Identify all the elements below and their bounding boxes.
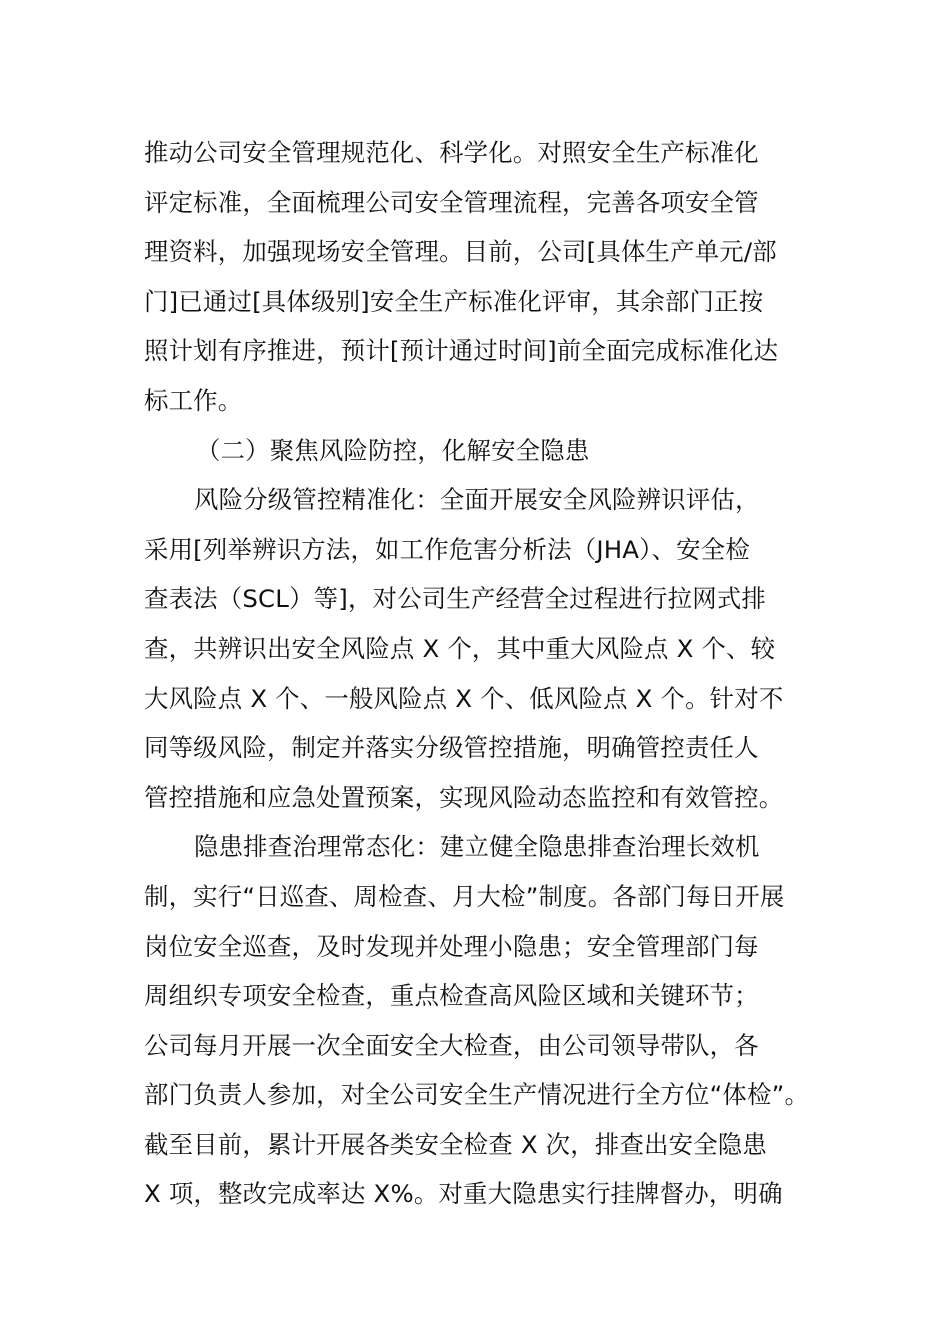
- text-line: 采用[列举辨识方法，如工作危害分析法（JHA）、安全检: [144, 534, 750, 564]
- text-line: 部门负责人参加，对全公司安全生产情况进行全方位“体检”。: [144, 1080, 810, 1110]
- text-line: 周组织专项安全检查，重点检查高风险区域和关键环节；: [144, 981, 759, 1011]
- paragraph-standardization: [144, 128, 834, 426]
- text-line: 门]已通过[具体级别]安全生产标准化评审，其余部门正按: [144, 286, 764, 316]
- text-line: 截至目前，累计开展各类安全检查 X 次，排查出安全隐患: [144, 1129, 767, 1159]
- document-body: [144, 128, 834, 1219]
- text-line: 隐患排查治理常态化：建立健全隐患排查治理长效机: [194, 832, 760, 862]
- text-line: 大风险点 X 个、一般风险点 X 个、低风险点 X 个。针对不: [144, 683, 784, 713]
- text-line: 风险分级管控精准化：全面开展安全风险辨识评估，: [194, 485, 760, 515]
- text-line: 推动公司安全管理规范化、科学化。对照安全生产标准化: [144, 138, 759, 167]
- text-line: 查表法（SCL）等]，对公司生产经营全过程进行拉网式排: [144, 584, 767, 614]
- text-line: 照计划有序推进，预计[预计通过时间]前全面完成标准化达: [144, 336, 779, 366]
- paragraph-hazard-inspection: [144, 822, 834, 1219]
- text-line: 制，实行“日巡查、周检查、月大检”制度。各部门每日开展: [144, 881, 785, 911]
- text-line: 岗位安全巡查，及时发现并处理小隐患；安全管理部门每: [144, 931, 759, 961]
- text-line: 管控措施和应急处置预案，实现风险动态监控和有效管控。: [144, 782, 784, 812]
- text-line: 同等级风险，制定并落实分级管控措施，明确管控责任人: [144, 733, 759, 763]
- text-line: 公司每月开展一次全面安全大检查，由公司领导带队，各: [144, 1030, 759, 1060]
- section-heading: （二）聚焦风险防控，化解安全隐患: [196, 435, 590, 465]
- paragraph-risk-control: [144, 475, 834, 822]
- text-line: 标工作。: [144, 385, 243, 415]
- text-line: X 项，整改完成率达 X%。对重大隐患实行挂牌督办，明确: [144, 1179, 783, 1209]
- text-line: 查，共辨识出安全风险点 X 个，其中重大风险点 X 个、较: [144, 633, 776, 663]
- text-line: 评定标准，全面梳理公司安全管理流程，完善各项安全管: [144, 187, 759, 217]
- text-line: 理资料，加强现场安全管理。目前，公司[具体生产单元/部: [144, 237, 777, 267]
